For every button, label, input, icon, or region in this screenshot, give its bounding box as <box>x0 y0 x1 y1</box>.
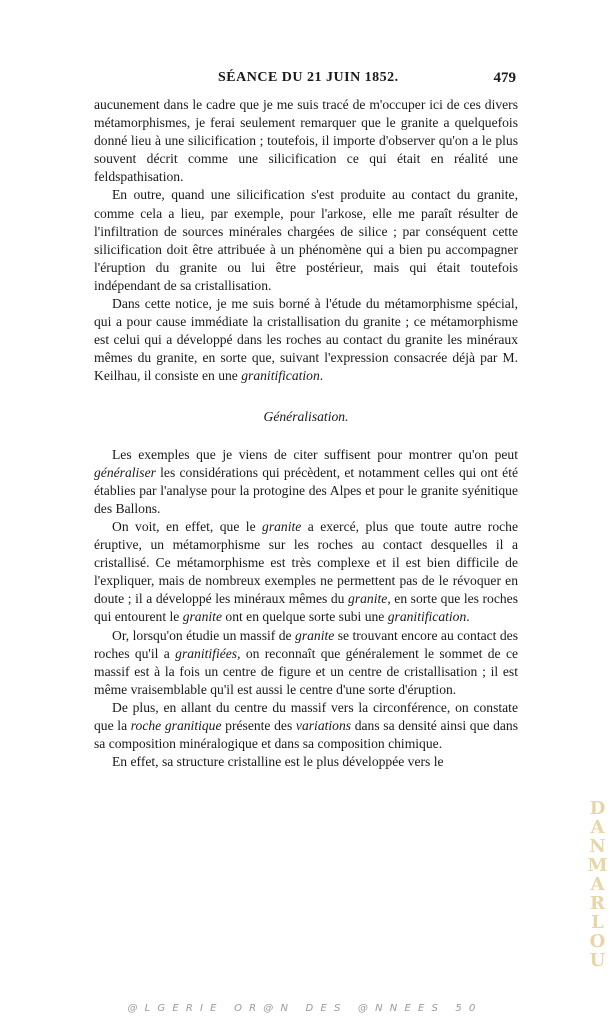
text-run: a exercé, plus que toute autre roche éruptive, un métamorphisme sur les roches au contact desquelles il a cristallisé. Ce métamorphisme est très complexe et il est bien difficile de l'expliquer, mais de nombreux exemples ne permettent pas de le révoquer en doute ; il a développé les minéraux mêmes du <box>94 518 518 607</box>
footer-watermark: @LGERIE OR@N DES @NNEES 50 <box>127 1003 483 1014</box>
text-run: Or, lorsqu'on étudie un massif de <box>112 627 296 643</box>
text-run: Dans cette notice, je me suis borné à l'étude du métamorphisme spécial, qui a pour cause immédiate la cristallisation du granite ; ce métamorphisme est celui qui a développé dans les roches au contact du granite les minéraux mêmes du granite, en sorte que, suivant l'expression consacrée déjà par M. Keilhau, il consiste en une <box>94 296 518 384</box>
italic-term: granite <box>348 591 388 607</box>
italic-term: granitification <box>387 609 467 625</box>
text-run: Les exemples que je viens de citer suffisent pour montrer qu'on peut <box>112 446 518 462</box>
text-run: . <box>466 609 470 625</box>
text-run: , en sorte que les roches qui entourent le <box>94 591 519 625</box>
italic-term: granite <box>182 609 222 625</box>
section-heading: Généralisation. <box>263 408 349 424</box>
body-text <box>94 96 518 771</box>
italic-term: roche granitique <box>130 718 222 733</box>
italic-term: variations <box>295 718 352 733</box>
italic-term: granite <box>295 627 335 643</box>
paragraph-5 <box>94 518 518 627</box>
paragraph-7 <box>94 699 518 753</box>
text-run: De plus, en allant du centre du massif vers la circonférence, on constate que la <box>94 699 518 733</box>
text-run: dans sa densité ainsi que dans sa composition minéralogique et dans sa composition chimique. <box>94 718 518 752</box>
page-number: 479 <box>493 70 516 86</box>
text-run: se trouvant encore au contact des roches qu'il a <box>94 627 518 661</box>
paragraph-4 <box>94 446 518 518</box>
paragraph-8: En effet, sa structure cristalline est le plus développée vers le <box>112 754 444 770</box>
paragraph-1: aucunement dans le cadre que je me suis tracé de m'occuper ici de ces divers métamorphismes, je ferai seulement remarquer que le granite a quelquefois donné lieu à une silicification ; toutefois, il importe d'observer qu'on a le plus souvent décrit comme une silicification ce qui était en réalité une feldspathisation. <box>94 97 518 185</box>
text-run: ont en quelque sorte subi une <box>222 609 388 625</box>
paragraph-6 <box>94 627 518 699</box>
text-run: On voit, en effet, que le <box>112 518 263 534</box>
italic-term: granite <box>262 518 302 534</box>
italic-term: granitifiées <box>175 645 238 661</box>
italic-term: granitification <box>241 368 320 384</box>
paragraph-2: En outre, quand une silicification s'est produite au contact du granite, comme cela a lieu, par exemple, pour l'arkose, elle me paraît résulter de l'infiltration de sources minérales chargées de silice ; par conséquent cette silicification doit être attribuée à un phénomène qui a bien pu accompagner l'éruption du granite ou lui être postérieur, mais qui était toutefois indépendant de sa cristallisation. <box>94 187 518 293</box>
side-watermark: DANMARLOU <box>587 797 608 969</box>
italic-term: généraliser <box>94 464 156 480</box>
text-run: les considérations qui précèdent, et notamment celles qui ont été établies par l'analyse pour la protogine des Alpes et pour le granite syénitique des Ballons. <box>94 464 518 516</box>
page-header <box>94 70 518 90</box>
text-run: , on reconnaît que généralement le sommet de ce massif est à la fois un centre de figure et un centre de cristallisation ; il est même vraisemblable qu'il est aussi le centre d'une sorte d'éruption. <box>94 645 519 697</box>
text-run: présente des <box>221 718 296 733</box>
paragraph-3 <box>94 295 518 385</box>
running-title: SÉANCE DU 21 JUIN 1852. <box>218 70 399 85</box>
text-run: . <box>319 368 324 384</box>
